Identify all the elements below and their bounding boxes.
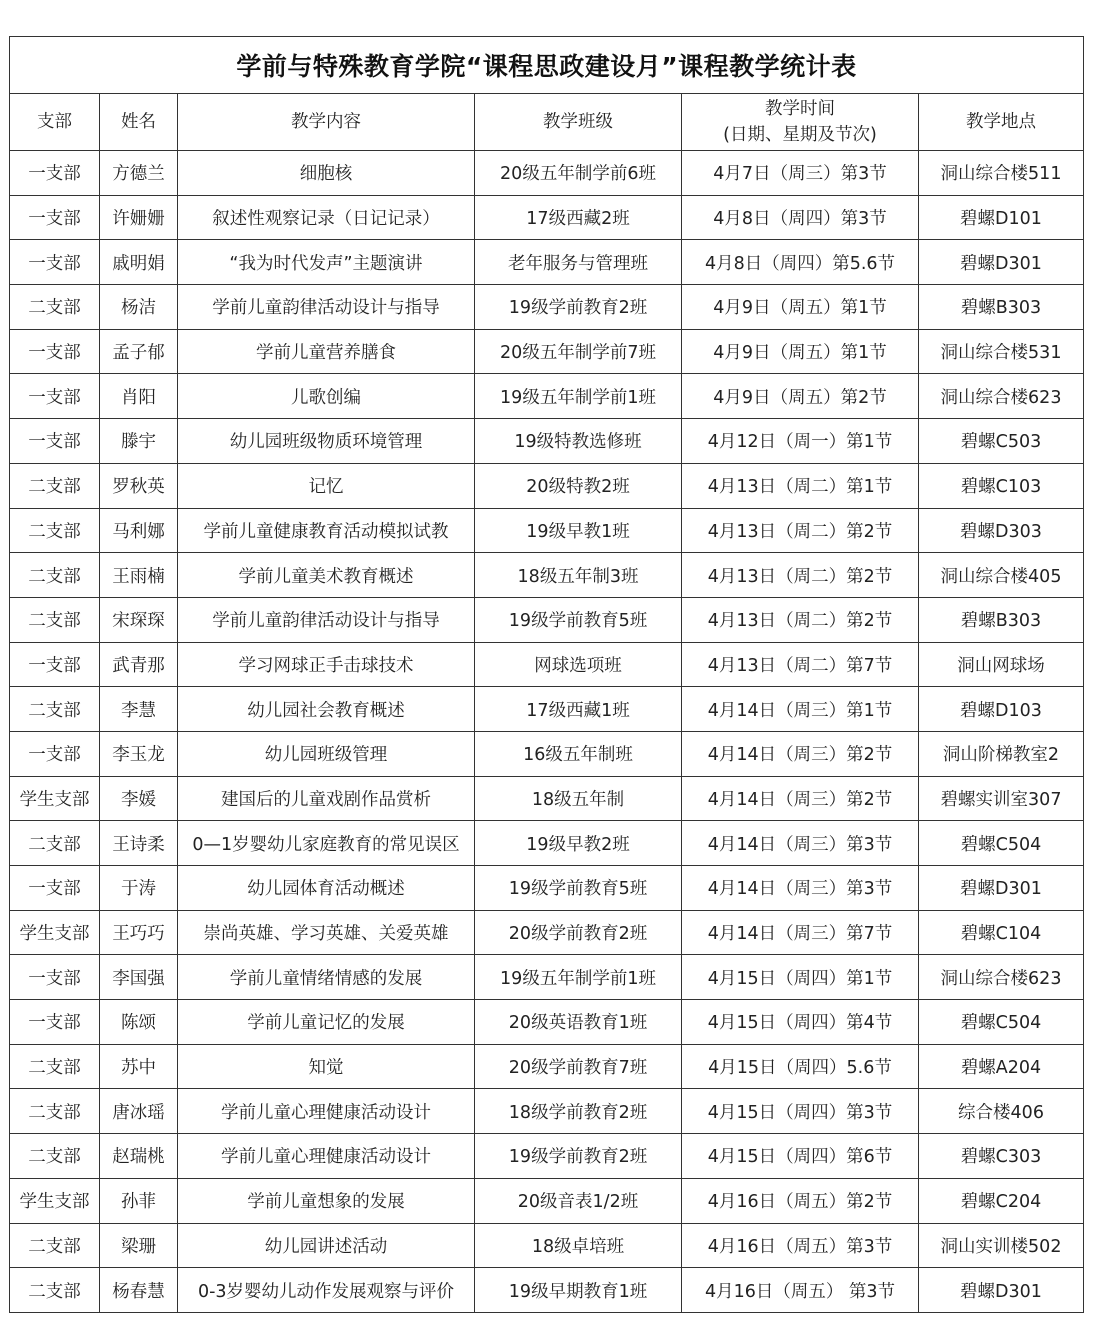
cell-class: 19级学前教育2班 bbox=[475, 1134, 682, 1179]
cell-name: 杨春慧 bbox=[100, 1268, 178, 1313]
cell-time: 4月14日（周三）第2节 bbox=[682, 731, 919, 776]
cell-class: 老年服务与管理班 bbox=[475, 240, 682, 285]
cell-class: 20级特教2班 bbox=[475, 463, 682, 508]
cell-name: 滕宇 bbox=[100, 419, 178, 464]
cell-time: 4月16日（周五）第3节 bbox=[682, 1223, 919, 1268]
cell-location: 洞山网球场 bbox=[919, 642, 1084, 687]
cell-time: 4月13日（周二）第2节 bbox=[682, 508, 919, 553]
table-row bbox=[10, 1178, 1084, 1223]
cell-location: 碧螺C104 bbox=[919, 910, 1084, 955]
cell-class: 17级西藏2班 bbox=[475, 195, 682, 240]
cell-location: 洞山综合楼531 bbox=[919, 329, 1084, 374]
header-content: 教学内容 bbox=[178, 94, 475, 151]
cell-class: 网球选项班 bbox=[475, 642, 682, 687]
cell-class: 19级早期教育1班 bbox=[475, 1268, 682, 1313]
cell-content: 学前儿童心理健康活动设计 bbox=[178, 1134, 475, 1179]
cell-time: 4月16日（周五）第2节 bbox=[682, 1178, 919, 1223]
cell-time: 4月14日（周三）第1节 bbox=[682, 687, 919, 732]
cell-content: 幼儿园体育活动概述 bbox=[178, 866, 475, 911]
cell-name: 李国强 bbox=[100, 955, 178, 1000]
cell-branch: 一支部 bbox=[10, 866, 100, 911]
cell-class: 19级早教2班 bbox=[475, 821, 682, 866]
cell-branch: 一支部 bbox=[10, 240, 100, 285]
cell-time: 4月13日（周二）第2节 bbox=[682, 597, 919, 642]
cell-time: 4月15日（周四）第1节 bbox=[682, 955, 919, 1000]
cell-location: 碧螺D101 bbox=[919, 195, 1084, 240]
cell-location: 碧螺实训室307 bbox=[919, 776, 1084, 821]
statistics-table bbox=[9, 36, 1084, 1313]
cell-content: 幼儿园班级物质环境管理 bbox=[178, 419, 475, 464]
cell-branch: 二支部 bbox=[10, 1268, 100, 1313]
header-name: 姓名 bbox=[100, 94, 178, 151]
cell-name: 方德兰 bbox=[100, 151, 178, 196]
cell-branch: 二支部 bbox=[10, 597, 100, 642]
table-row bbox=[10, 463, 1084, 508]
header-branch: 支部 bbox=[10, 94, 100, 151]
cell-time: 4月14日（周三）第3节 bbox=[682, 821, 919, 866]
header-time bbox=[682, 94, 919, 151]
cell-location: 碧螺D301 bbox=[919, 1268, 1084, 1313]
table-row bbox=[10, 866, 1084, 911]
cell-content: 0-3岁婴幼儿动作发展观察与评价 bbox=[178, 1268, 475, 1313]
cell-name: 肖阳 bbox=[100, 374, 178, 419]
cell-branch: 学生支部 bbox=[10, 1178, 100, 1223]
cell-time: 4月13日（周二）第2节 bbox=[682, 553, 919, 598]
cell-content: 学前儿童记忆的发展 bbox=[178, 1000, 475, 1045]
cell-content: 儿歌创编 bbox=[178, 374, 475, 419]
cell-class: 20级英语教育1班 bbox=[475, 1000, 682, 1045]
cell-branch: 一支部 bbox=[10, 195, 100, 240]
cell-time: 4月14日（周三）第7节 bbox=[682, 910, 919, 955]
cell-location: 碧螺C303 bbox=[919, 1134, 1084, 1179]
cell-content: “我为时代发声”主题演讲 bbox=[178, 240, 475, 285]
cell-name: 宋琛琛 bbox=[100, 597, 178, 642]
cell-location: 洞山实训楼502 bbox=[919, 1223, 1084, 1268]
cell-class: 18级五年制3班 bbox=[475, 553, 682, 598]
cell-content: 建国后的儿童戏剧作品赏析 bbox=[178, 776, 475, 821]
cell-branch: 二支部 bbox=[10, 553, 100, 598]
cell-location: 碧螺C103 bbox=[919, 463, 1084, 508]
cell-location: 碧螺C204 bbox=[919, 1178, 1084, 1223]
cell-branch: 二支部 bbox=[10, 1044, 100, 1089]
table-row bbox=[10, 687, 1084, 732]
cell-name: 李慧 bbox=[100, 687, 178, 732]
cell-content: 学习网球正手击球技术 bbox=[178, 642, 475, 687]
cell-location: 碧螺D301 bbox=[919, 240, 1084, 285]
cell-location: 碧螺D301 bbox=[919, 866, 1084, 911]
statistics-sheet bbox=[9, 36, 1084, 1313]
title-row bbox=[10, 37, 1084, 94]
cell-location: 碧螺B303 bbox=[919, 285, 1084, 330]
cell-time: 4月7日（周三）第3节 bbox=[682, 151, 919, 196]
table-row bbox=[10, 553, 1084, 598]
cell-branch: 一支部 bbox=[10, 1000, 100, 1045]
cell-class: 18级学前教育2班 bbox=[475, 1089, 682, 1134]
cell-branch: 一支部 bbox=[10, 419, 100, 464]
cell-branch: 二支部 bbox=[10, 821, 100, 866]
cell-location: 洞山综合楼405 bbox=[919, 553, 1084, 598]
cell-location: 洞山综合楼623 bbox=[919, 374, 1084, 419]
cell-name: 苏中 bbox=[100, 1044, 178, 1089]
cell-branch: 一支部 bbox=[10, 329, 100, 374]
cell-name: 李玉龙 bbox=[100, 731, 178, 776]
cell-content: 学前儿童营养膳食 bbox=[178, 329, 475, 374]
cell-branch: 一支部 bbox=[10, 955, 100, 1000]
cell-content: 幼儿园讲述活动 bbox=[178, 1223, 475, 1268]
cell-name: 于涛 bbox=[100, 866, 178, 911]
cell-class: 18级卓培班 bbox=[475, 1223, 682, 1268]
cell-class: 20级学前教育7班 bbox=[475, 1044, 682, 1089]
cell-name: 王巧巧 bbox=[100, 910, 178, 955]
cell-branch: 二支部 bbox=[10, 1223, 100, 1268]
cell-name: 武青那 bbox=[100, 642, 178, 687]
cell-name: 陈颂 bbox=[100, 1000, 178, 1045]
cell-branch: 学生支部 bbox=[10, 910, 100, 955]
cell-location: 洞山阶梯教室2 bbox=[919, 731, 1084, 776]
cell-location: 碧螺C504 bbox=[919, 821, 1084, 866]
table-row bbox=[10, 195, 1084, 240]
table-row bbox=[10, 1089, 1084, 1134]
cell-branch: 二支部 bbox=[10, 1134, 100, 1179]
cell-class: 19级学前教育5班 bbox=[475, 597, 682, 642]
table-row bbox=[10, 776, 1084, 821]
table-row bbox=[10, 508, 1084, 553]
cell-content: 学前儿童美术教育概述 bbox=[178, 553, 475, 598]
table-row bbox=[10, 1000, 1084, 1045]
cell-time: 4月16日（周五） 第3节 bbox=[682, 1268, 919, 1313]
cell-class: 18级五年制 bbox=[475, 776, 682, 821]
cell-class: 20级音表1/2班 bbox=[475, 1178, 682, 1223]
table-row bbox=[10, 821, 1084, 866]
cell-content: 记忆 bbox=[178, 463, 475, 508]
cell-time: 4月14日（周三）第2节 bbox=[682, 776, 919, 821]
table-row bbox=[10, 1134, 1084, 1179]
cell-class: 19级学前教育5班 bbox=[475, 866, 682, 911]
table-row bbox=[10, 1044, 1084, 1089]
cell-content: 细胞核 bbox=[178, 151, 475, 196]
cell-location: 碧螺A204 bbox=[919, 1044, 1084, 1089]
table-row bbox=[10, 955, 1084, 1000]
cell-location: 洞山综合楼511 bbox=[919, 151, 1084, 196]
table-row bbox=[10, 910, 1084, 955]
cell-location: 综合楼406 bbox=[919, 1089, 1084, 1134]
cell-time: 4月13日（周二）第7节 bbox=[682, 642, 919, 687]
cell-class: 17级西藏1班 bbox=[475, 687, 682, 732]
cell-content: 学前儿童韵律活动设计与指导 bbox=[178, 597, 475, 642]
cell-name: 李媛 bbox=[100, 776, 178, 821]
table-row bbox=[10, 419, 1084, 464]
table-title: 学前与特殊教育学院“课程思政建设月”课程教学统计表 bbox=[10, 37, 1084, 94]
cell-name: 王诗柔 bbox=[100, 821, 178, 866]
cell-time: 4月8日（周四）第5.6节 bbox=[682, 240, 919, 285]
table-row bbox=[10, 597, 1084, 642]
cell-location: 碧螺C504 bbox=[919, 1000, 1084, 1045]
table-row bbox=[10, 374, 1084, 419]
cell-time: 4月15日（周四）第3节 bbox=[682, 1089, 919, 1134]
cell-name: 王雨楠 bbox=[100, 553, 178, 598]
cell-content: 学前儿童情绪情感的发展 bbox=[178, 955, 475, 1000]
cell-time: 4月12日（周一）第1节 bbox=[682, 419, 919, 464]
cell-name: 许姗姗 bbox=[100, 195, 178, 240]
cell-time: 4月13日（周二）第1节 bbox=[682, 463, 919, 508]
cell-time: 4月9日（周五）第1节 bbox=[682, 285, 919, 330]
cell-name: 梁珊 bbox=[100, 1223, 178, 1268]
cell-branch: 二支部 bbox=[10, 1089, 100, 1134]
cell-branch: 二支部 bbox=[10, 285, 100, 330]
cell-location: 洞山综合楼623 bbox=[919, 955, 1084, 1000]
header-time-line2: (日期、星期及节次) bbox=[723, 125, 877, 145]
table-row bbox=[10, 642, 1084, 687]
cell-location: 碧螺D103 bbox=[919, 687, 1084, 732]
cell-class: 19级五年制学前1班 bbox=[475, 374, 682, 419]
cell-content: 知觉 bbox=[178, 1044, 475, 1089]
cell-branch: 一支部 bbox=[10, 642, 100, 687]
cell-class: 16级五年制班 bbox=[475, 731, 682, 776]
header-location: 教学地点 bbox=[919, 94, 1084, 151]
cell-name: 戚明娟 bbox=[100, 240, 178, 285]
cell-location: 碧螺C503 bbox=[919, 419, 1084, 464]
cell-content: 学前儿童韵律活动设计与指导 bbox=[178, 285, 475, 330]
cell-content: 崇尚英雄、学习英雄、关爱英雄 bbox=[178, 910, 475, 955]
cell-class: 19级早教1班 bbox=[475, 508, 682, 553]
cell-location: 碧螺B303 bbox=[919, 597, 1084, 642]
table-row bbox=[10, 731, 1084, 776]
cell-class: 20级学前教育2班 bbox=[475, 910, 682, 955]
cell-class: 19级特教选修班 bbox=[475, 419, 682, 464]
cell-content: 学前儿童健康教育活动模拟试教 bbox=[178, 508, 475, 553]
cell-branch: 一支部 bbox=[10, 151, 100, 196]
cell-class: 19级五年制学前1班 bbox=[475, 955, 682, 1000]
cell-content: 学前儿童想象的发展 bbox=[178, 1178, 475, 1223]
cell-name: 马利娜 bbox=[100, 508, 178, 553]
table-row bbox=[10, 240, 1084, 285]
cell-time: 4月15日（周四）第4节 bbox=[682, 1000, 919, 1045]
cell-location: 碧螺D303 bbox=[919, 508, 1084, 553]
table-row bbox=[10, 1223, 1084, 1268]
cell-name: 孟子郁 bbox=[100, 329, 178, 374]
cell-name: 赵瑞桃 bbox=[100, 1134, 178, 1179]
cell-class: 19级学前教育2班 bbox=[475, 285, 682, 330]
cell-branch: 一支部 bbox=[10, 374, 100, 419]
cell-time: 4月15日（周四）5.6节 bbox=[682, 1044, 919, 1089]
cell-time: 4月9日（周五）第2节 bbox=[682, 374, 919, 419]
cell-branch: 二支部 bbox=[10, 508, 100, 553]
cell-name: 孙菲 bbox=[100, 1178, 178, 1223]
header-row bbox=[10, 94, 1084, 151]
cell-time: 4月9日（周五）第1节 bbox=[682, 329, 919, 374]
cell-branch: 二支部 bbox=[10, 463, 100, 508]
cell-branch: 学生支部 bbox=[10, 776, 100, 821]
cell-content: 学前儿童心理健康活动设计 bbox=[178, 1089, 475, 1134]
cell-time: 4月15日（周四）第6节 bbox=[682, 1134, 919, 1179]
table-row bbox=[10, 285, 1084, 330]
cell-time: 4月14日（周三）第3节 bbox=[682, 866, 919, 911]
header-class: 教学班级 bbox=[475, 94, 682, 151]
cell-content: 幼儿园社会教育概述 bbox=[178, 687, 475, 732]
cell-content: 幼儿园班级管理 bbox=[178, 731, 475, 776]
cell-content: 叙述性观察记录（日记记录） bbox=[178, 195, 475, 240]
cell-name: 唐冰瑶 bbox=[100, 1089, 178, 1134]
cell-class: 20级五年制学前6班 bbox=[475, 151, 682, 196]
table-row bbox=[10, 329, 1084, 374]
header-time-line1: 教学时间 bbox=[765, 99, 835, 119]
cell-name: 罗秋英 bbox=[100, 463, 178, 508]
table-row bbox=[10, 151, 1084, 196]
table-body bbox=[10, 151, 1084, 1313]
cell-time: 4月8日（周四）第3节 bbox=[682, 195, 919, 240]
cell-name: 杨洁 bbox=[100, 285, 178, 330]
cell-branch: 二支部 bbox=[10, 687, 100, 732]
cell-class: 20级五年制学前7班 bbox=[475, 329, 682, 374]
cell-content: 0—1岁婴幼儿家庭教育的常见误区 bbox=[178, 821, 475, 866]
table-row bbox=[10, 1268, 1084, 1313]
cell-branch: 一支部 bbox=[10, 731, 100, 776]
